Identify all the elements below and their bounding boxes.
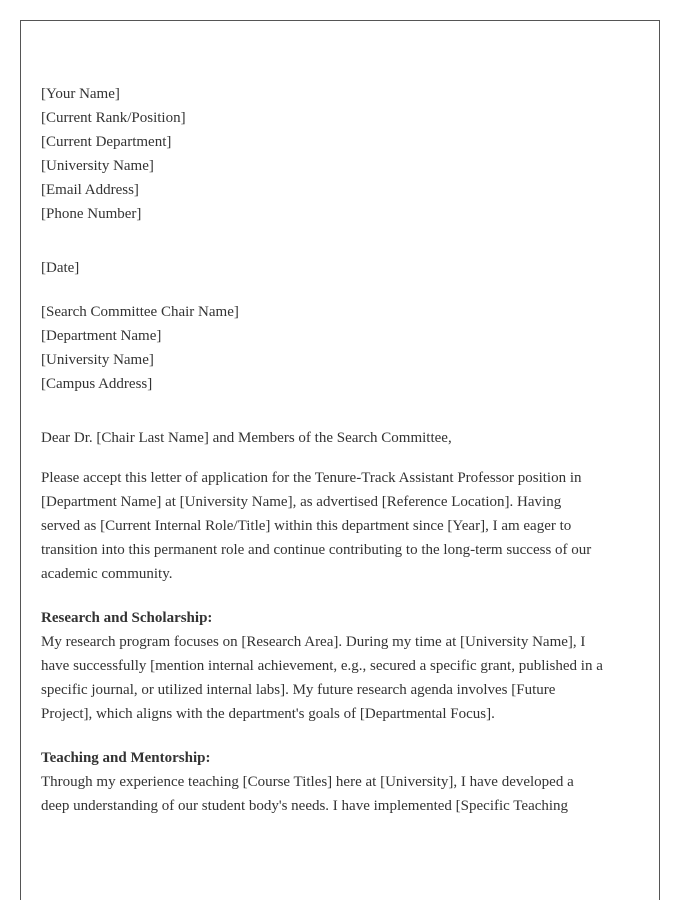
paragraph-line: specific journal, or utilized internal labs]. My future research agenda involves [Future: [41, 682, 556, 698]
date-block: [41, 256, 641, 280]
paragraph-line: My research program focuses on [Research Area]. During my time at [University Name], I: [41, 634, 586, 650]
recipient-university: [University Name]: [41, 352, 154, 368]
letter-viewport[interactable]: [21, 21, 661, 814]
paragraph-line: Please accept this letter of application for the Tenure-Track Assistant Professor position in: [41, 470, 582, 486]
paragraph-line: [Department Name] at [University Name], as advertised [Reference Location]. Having: [41, 494, 562, 510]
paragraph-line: have successfully [mention internal achievement, e.g., secured a specific grant, published in a: [41, 658, 603, 674]
sender-phone: [Phone Number]: [41, 206, 142, 222]
sender-block: [41, 82, 641, 226]
paragraph-line: Project], which aligns with the department's goals of [Departmental Focus].: [41, 706, 495, 722]
salutation-text: Dear Dr. [Chair Last Name] and Members of the Search Committee,: [41, 430, 452, 446]
paragraph-line: Through my experience teaching [Course Titles] here at [University], I have developed a: [41, 774, 574, 790]
paragraph-line: transition into this permanent role and continue contributing to the long-term success of our: [41, 542, 592, 558]
research-heading: Research and Scholarship:: [41, 610, 213, 626]
recipient-address: [Campus Address]: [41, 376, 153, 392]
paragraph-line: academic community.: [41, 566, 173, 582]
sender-department: [Current Department]: [41, 134, 172, 150]
teaching-section: [41, 746, 641, 818]
sender-email: [Email Address]: [41, 182, 139, 198]
teaching-heading: Teaching and Mentorship:: [41, 750, 211, 766]
letter-page: [20, 20, 660, 900]
recipient-chair: [Search Committee Chair Name]: [41, 304, 239, 320]
letter-date: [Date]: [41, 260, 80, 276]
paragraph-line: served as [Current Internal Role/Title] within this department since [Year], I am eager to: [41, 518, 572, 534]
sender-name: [Your Name]: [41, 86, 120, 102]
intro-paragraph: [41, 466, 641, 586]
recipient-block: [41, 300, 641, 396]
sender-rank: [Current Rank/Position]: [41, 110, 186, 126]
sender-university: [University Name]: [41, 158, 154, 174]
recipient-department: [Department Name]: [41, 328, 162, 344]
paragraph-line: deep understanding of our student body's needs. I have implemented [Specific Teaching: [41, 798, 569, 814]
research-section: [41, 606, 641, 726]
salutation: [41, 426, 641, 450]
letter-content: [41, 82, 641, 838]
